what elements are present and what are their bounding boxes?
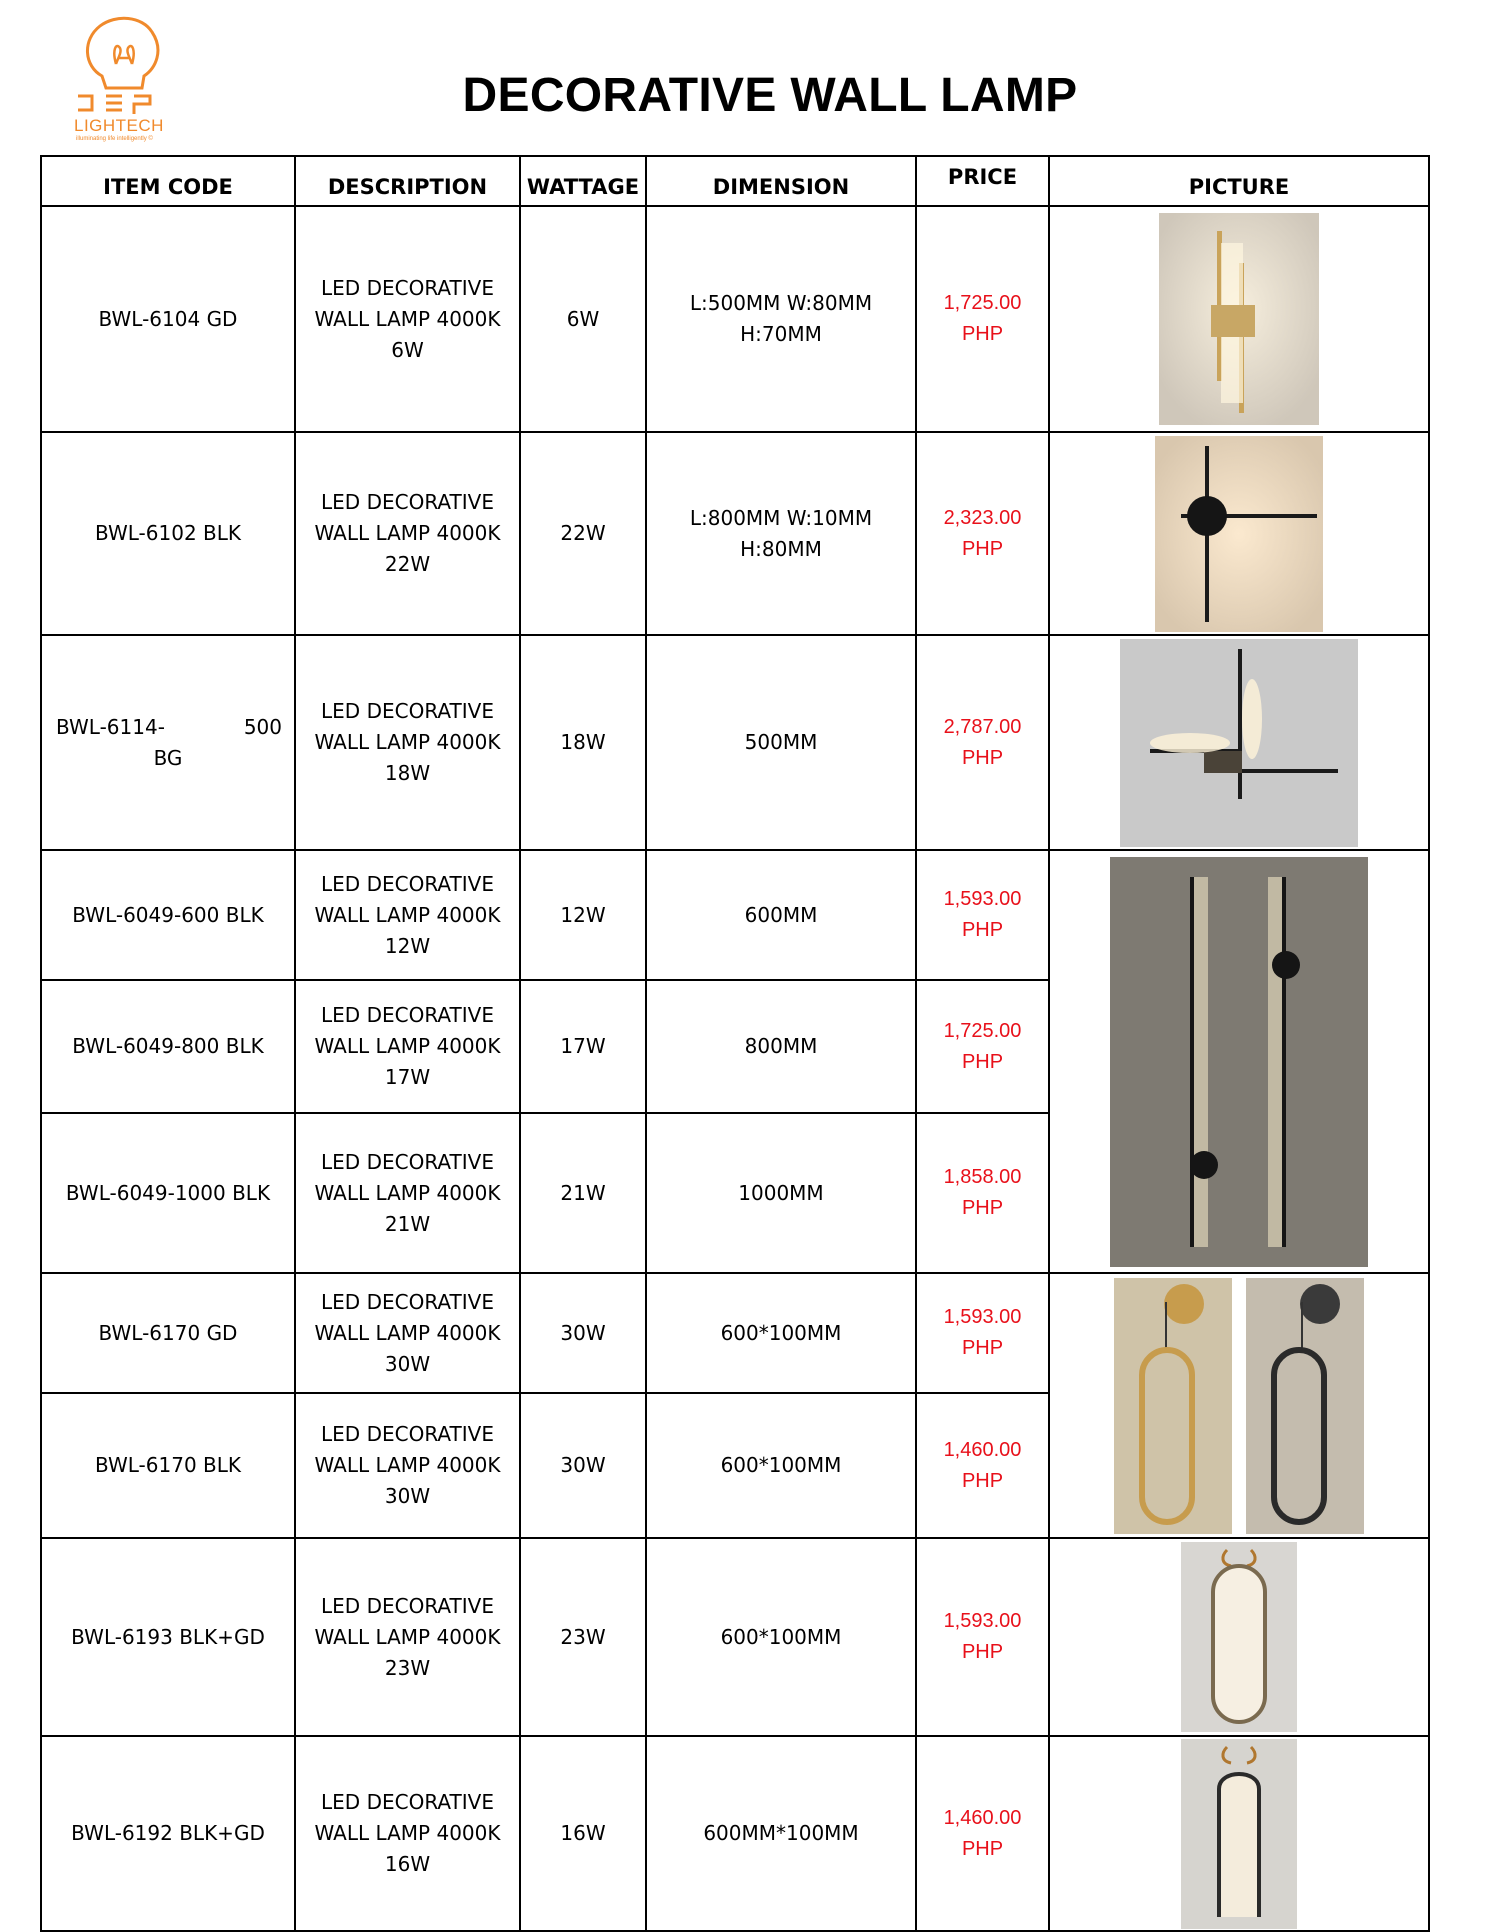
wattage: 18W: [520, 635, 646, 850]
wattage: 16W: [520, 1736, 646, 1931]
item-code: BWL-6102 BLK: [41, 432, 295, 635]
table-row: [41, 1736, 1429, 1931]
price: 1,460.00 PHP: [916, 1393, 1049, 1538]
dimension: 600MM: [646, 850, 916, 980]
cross-wall-lamp-photo: [1155, 436, 1323, 632]
price: 1,593.00 PHP: [916, 1273, 1049, 1393]
description: LED DECORATIVE WALL LAMP 4000K 23W: [295, 1538, 520, 1736]
header-price: PRICE: [916, 156, 1049, 206]
dimension: 600*100MM: [646, 1273, 916, 1393]
item-code: BWL-6104 GD: [41, 206, 295, 432]
price: 1,593.00 PHP: [916, 1538, 1049, 1736]
description: LED DECORATIVE WALL LAMP 4000K 30W: [295, 1273, 520, 1393]
picture-cell: [1049, 206, 1429, 432]
picture-cell: [1049, 1538, 1429, 1736]
linear-wall-lamp-photo: [1110, 857, 1368, 1267]
angled-bar-wall-lamp-photo: [1120, 639, 1358, 847]
item-code: BWL-6170 BLK: [41, 1393, 295, 1538]
antler-bar-wall-lamp-photo: [1181, 1739, 1297, 1929]
wattage: 23W: [520, 1538, 646, 1736]
table-row: [41, 1538, 1429, 1736]
dimension: L:800MM W:10MM H:80MM: [646, 432, 916, 635]
dimension: 600*100MM: [646, 1393, 916, 1538]
header-picture: PICTURE: [1049, 156, 1429, 206]
header-description: DESCRIPTION: [295, 156, 520, 206]
brand-name: LIGHTECH: [74, 116, 164, 135]
item-code: BWL-6114- 500 BG: [41, 635, 295, 850]
description: LED DECORATIVE WALL LAMP 4000K 18W: [295, 635, 520, 850]
wattage: 22W: [520, 432, 646, 635]
header-dimension: DIMENSION: [646, 156, 916, 206]
item-code: BWL-6192 BLK+GD: [41, 1736, 295, 1931]
description: LED DECORATIVE WALL LAMP 4000K 17W: [295, 980, 520, 1113]
description: LED DECORATIVE WALL LAMP 4000K 22W: [295, 432, 520, 635]
dimension: 1000MM: [646, 1113, 916, 1273]
header-wattage: WATTAGE: [520, 156, 646, 206]
table-row: [41, 850, 1429, 980]
price-list-table: [40, 155, 1430, 1932]
item-code: BWL-6049-800 BLK: [41, 980, 295, 1113]
table-row: [41, 635, 1429, 850]
item-code: BWL-6049-600 BLK: [41, 850, 295, 980]
description: LED DECORATIVE WALL LAMP 4000K 30W: [295, 1393, 520, 1538]
oval-pendant-wall-lamp-photo: [1114, 1278, 1364, 1534]
dimension: 600MM*100MM: [646, 1736, 916, 1931]
dimension: 600*100MM: [646, 1538, 916, 1736]
description: LED DECORATIVE WALL LAMP 4000K 16W: [295, 1736, 520, 1931]
price: 1,460.00 PHP: [916, 1736, 1049, 1931]
description: LED DECORATIVE WALL LAMP 4000K 21W: [295, 1113, 520, 1273]
gold-bar-wall-lamp-photo: [1159, 213, 1319, 425]
wattage: 30W: [520, 1393, 646, 1538]
table-row: [41, 432, 1429, 635]
description: LED DECORATIVE WALL LAMP 4000K 12W: [295, 850, 520, 980]
dimension: L:500MM W:80MM H:70MM: [646, 206, 916, 432]
dimension: 500MM: [646, 635, 916, 850]
picture-cell: [1049, 432, 1429, 635]
antler-oval-wall-lamp-photo: [1181, 1542, 1297, 1732]
table-row: [41, 206, 1429, 432]
price: 1,725.00 PHP: [916, 206, 1049, 432]
wattage: 17W: [520, 980, 646, 1113]
header-item-code: ITEM CODE: [41, 156, 295, 206]
picture-cell: [1049, 1273, 1429, 1538]
picture-cell: [1049, 850, 1429, 1273]
price: 1,858.00 PHP: [916, 1113, 1049, 1273]
item-code: BWL-6049-1000 BLK: [41, 1113, 295, 1273]
item-code: BWL-6193 BLK+GD: [41, 1538, 295, 1736]
table-row: [41, 1273, 1429, 1393]
price: 1,593.00 PHP: [916, 850, 1049, 980]
dimension: 800MM: [646, 980, 916, 1113]
wattage: 30W: [520, 1273, 646, 1393]
picture-cell: [1049, 635, 1429, 850]
price: 2,787.00 PHP: [916, 635, 1049, 850]
price: 2,323.00 PHP: [916, 432, 1049, 635]
picture-cell: [1049, 1736, 1429, 1931]
brand-tagline: illuminating life intelligently ©: [76, 136, 153, 142]
wattage: 6W: [520, 206, 646, 432]
wattage: 12W: [520, 850, 646, 980]
description: LED DECORATIVE WALL LAMP 4000K 6W: [295, 206, 520, 432]
price: 1,725.00 PHP: [916, 980, 1049, 1113]
table-header-row: [41, 156, 1429, 206]
wattage: 21W: [520, 1113, 646, 1273]
page-title: DECORATIVE WALL LAMP: [462, 69, 1078, 122]
item-code: BWL-6170 GD: [41, 1273, 295, 1393]
